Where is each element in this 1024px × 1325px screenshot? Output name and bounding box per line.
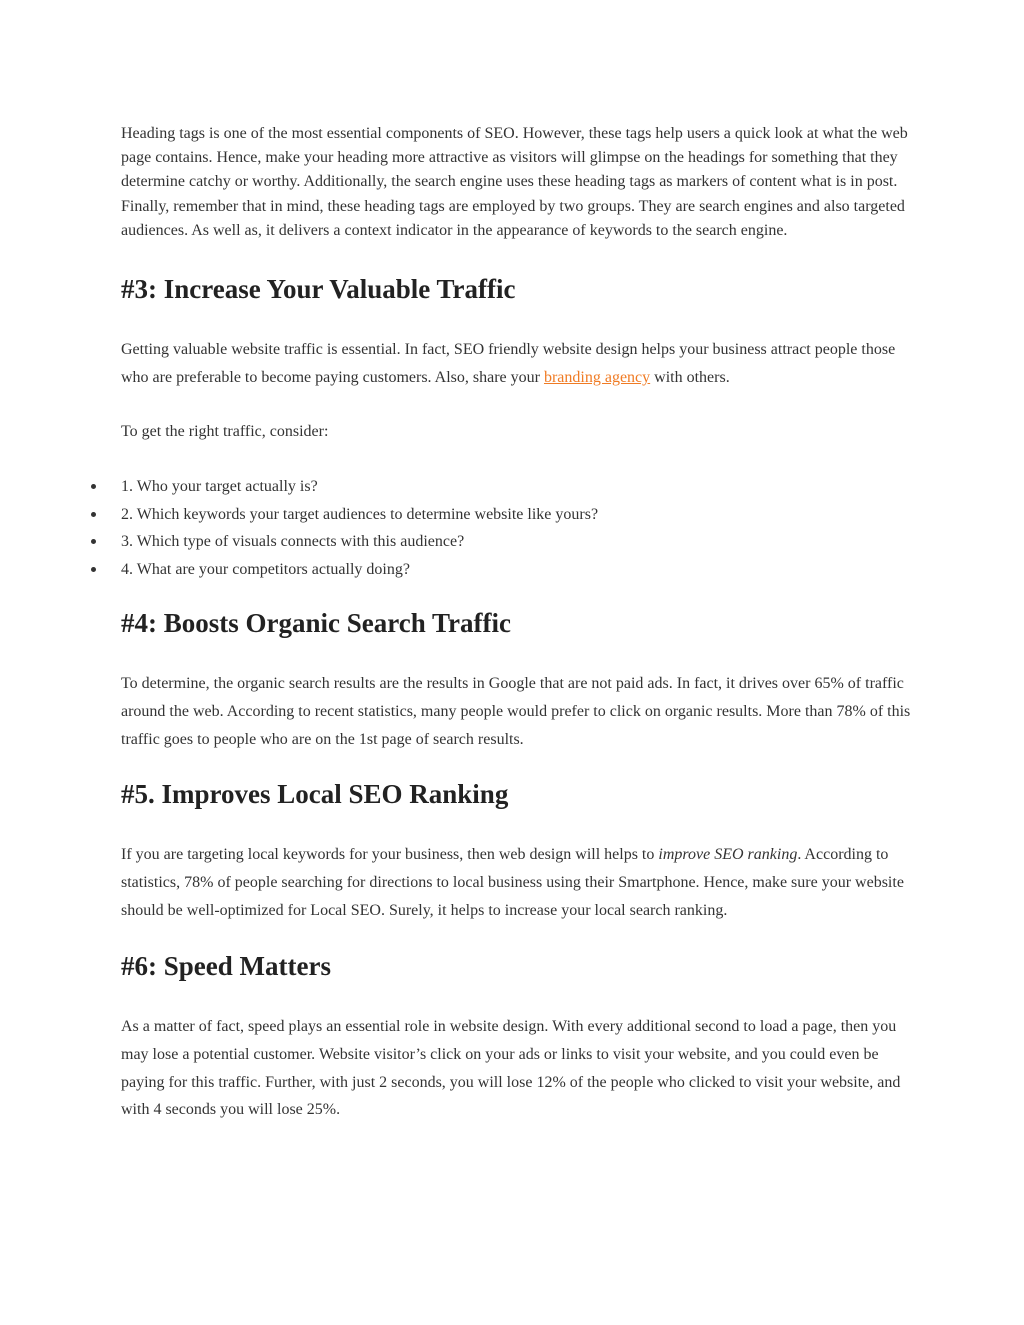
list-item-text: 1. Who your target actually is? [121,478,318,496]
bullet-icon [91,512,96,517]
heading-organic-traffic: #4: Boosts Organic Search Traffic [121,608,511,639]
branding-agency-link[interactable]: branding agency [543,368,651,386]
list-item-text: 4. What are your competitors actually doing? [121,560,410,578]
traffic-paragraph [121,336,911,391]
organic-paragraph: To determine, the organic search results are the results in Google that are not paid ads. In fact, it drives over 65% of traffic around the web. According to recent statistics, many people would prefer to click on organic results. More than 78% of this traffic goes to people who are on the 1st page of search results. [121,675,911,748]
list-item [121,473,911,501]
bullet-icon [91,539,96,544]
list-item [121,528,911,556]
list-item-text: 2. Which keywords your target audiences to determine website like yours? [121,505,599,523]
document-page [121,122,911,1124]
bullet-icon [91,567,96,572]
list-item [121,501,911,529]
speed-paragraph: As a matter of fact, speed plays an essential role in website design. With every additional second to load a page, then you may lose a potential customer. Website visitor’s click on your ads or links to visit your website, and you could even be paying for this traffic. Further, with just 2 seconds, you will lose 12% of the people who clicked to visit your website, and with 4 seconds you will lose 25%. [121,1018,901,1119]
local-seo-text-before-em: If you are targeting local keywords for your business, then web design will helps to [121,846,659,864]
local-seo-paragraph [121,841,911,924]
heading-speed-matters: #6: Speed Matters [121,951,331,982]
consider-paragraph: To get the right traffic, consider: [121,423,329,441]
intro-paragraph: Heading tags is one of the most essential components of SEO. However, these tags help users a quick look at what the web page contains. Hence, make your heading more attractive as visitors will glimpse on the headings for something that they determine catchy or worthy. Additionally, the search engine uses these heading tags as markers of content what is in post. Finally, remember that in mind, these heading tags are employed by two groups. They are search engines and also targeted audiences. As well as, it delivers a context indicator in the appearance of keywords to the search engine. [121,125,908,239]
list-item-text: 3. Which type of visuals connects with this audience? [121,533,465,551]
list-item [121,556,911,584]
heading-increase-traffic: #3: Increase Your Valuable Traffic [121,274,516,305]
traffic-checklist [121,473,911,583]
bullet-icon [91,484,96,489]
traffic-text-before-link: Getting valuable website traffic is essential. In fact, SEO friendly website design helps your business attract people those who are preferable to become paying customers. Also, share your [121,341,896,386]
improve-seo-ranking-emphasis: improve SEO ranking [658,846,798,864]
local-seo-text-after-em: . According to statistics, 78% of people searching for directions to local business using their Smartphone. Hence, make sure your website should be well-optimized for Local SEO. Surely, it helps to increase your local search ranking. [121,846,904,919]
traffic-text-after-link: with others. [650,368,730,386]
heading-local-seo: #5. Improves Local SEO Ranking [121,779,509,810]
